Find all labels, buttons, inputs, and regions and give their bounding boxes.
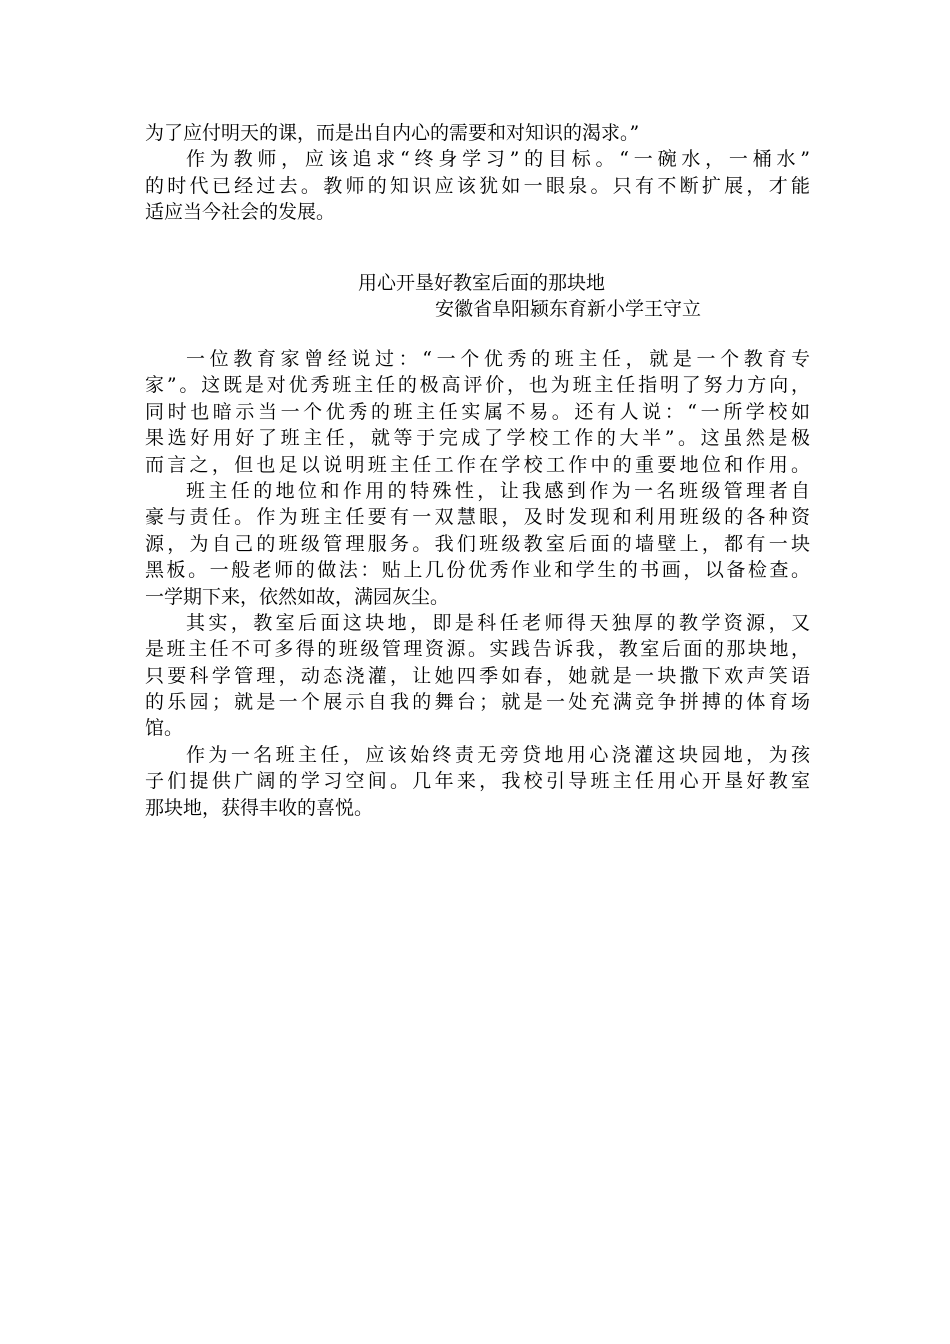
text-line: 那块地，获得丰收的喜悦。 xyxy=(145,796,374,819)
text-line: 黑板。一般老师的做法：贴上几份优秀作业和学生的书画，以备检查。 xyxy=(145,559,810,582)
text-line: 家”。这既是对优秀班主任的极高评价，也为班主任指明了努力方向， xyxy=(145,374,810,397)
text-line: 为了应付明天的课，而是出自内心的需要和对知识的渴求。” xyxy=(145,122,640,144)
article-heading xyxy=(145,270,810,323)
article-title: 用心开垦好教室后面的那块地 xyxy=(358,272,606,294)
text-line: 果选好用好了班主任，就等于完成了学校工作的大半”。这虽然是极 xyxy=(145,427,810,450)
paragraph-first-line: 其实，教室后面这块地，即是科任老师得天独厚的教学资源，又 xyxy=(186,611,810,634)
article-body xyxy=(145,346,810,821)
text-line: 是班主任不可多得的班级管理资源。实践告诉我，教室后面的那块地， xyxy=(145,638,810,661)
text-line: 豪与责任。作为班主任要有一双慧眼，及时发现和利用班级的各种资 xyxy=(145,506,810,529)
text-line: 适应当今社会的发展。 xyxy=(145,201,336,224)
article-byline: 安徽省阜阳颍东育新小学王守立 xyxy=(435,298,702,321)
text-line: 只要科学管理，动态浇灌，让她四季如春，她就是一块撒下欢声笑语 xyxy=(145,664,810,687)
paragraph-first-line: 作为一名班主任，应该始终责无旁贷地用心浇灌这块园地，为孩 xyxy=(186,743,810,766)
continued-text xyxy=(145,120,810,226)
paragraph-first-line: 作为教师，应该追求“终身学习”的目标。“一碗水，一桶水” xyxy=(186,148,810,171)
paragraph-first-line: 班主任的地位和作用的特殊性，让我感到作为一名班级管理者自 xyxy=(186,479,810,502)
text-line: 的时代已经过去。教师的知识应该犹如一眼泉。只有不断扩展，才能 xyxy=(145,174,810,197)
paragraph-first-line: 一位教育家曾经说过：“一个优秀的班主任，就是一个教育专 xyxy=(186,348,810,370)
text-line: 一学期下来，依然如故，满园灰尘。 xyxy=(145,585,450,608)
text-line: 的乐园；就是一个展示自我的舞台；就是一处充满竞争拼搏的体育场 xyxy=(145,691,810,714)
text-line: 源，为自己的班级管理服务。我们班级教室后面的墙壁上，都有一块 xyxy=(145,532,810,555)
text-line: 子们提供广阔的学习空间。几年来，我校引导班主任用心开垦好教室 xyxy=(145,770,810,793)
document-page xyxy=(145,0,810,1344)
text-line: 而言之，但也足以说明班主任工作在学校工作中的重要地位和作用。 xyxy=(145,453,810,476)
text-line: 馆。 xyxy=(145,717,184,740)
text-line: 同时也暗示当一个优秀的班主任实属不易。还有人说：“一所学校如 xyxy=(145,400,810,423)
